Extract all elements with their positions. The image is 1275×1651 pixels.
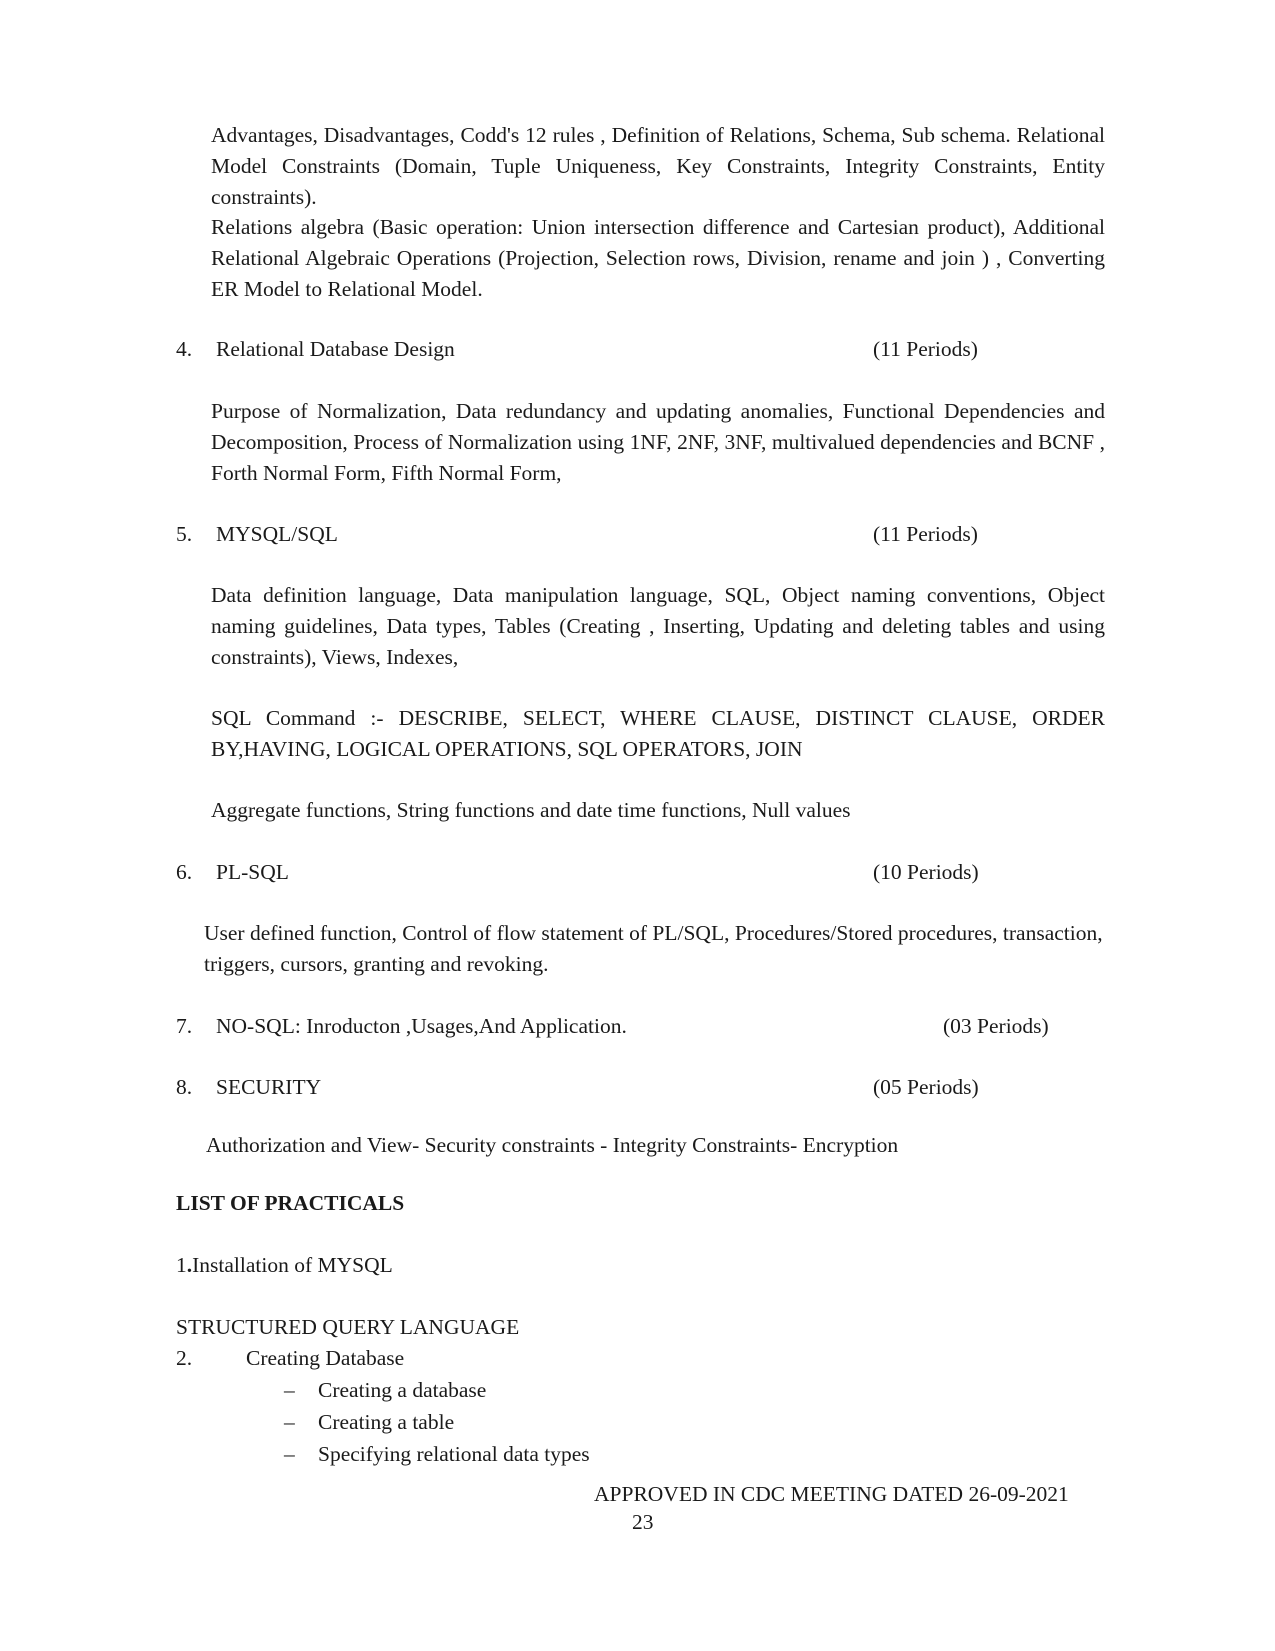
unit6-number: 6. <box>176 860 193 884</box>
practical-item-1-number: 1 <box>176 1253 187 1277</box>
unit5-title: MYSQL/SQL <box>216 522 338 546</box>
unit7-periods: (03 Periods) <box>943 1014 1049 1038</box>
list-item <box>284 1439 684 1470</box>
unit5-number: 5. <box>176 522 193 546</box>
unit5-heading <box>176 519 1076 550</box>
unit3-paragraph-2: Relations algebra (Basic operation: Union intersection difference and Cartesian product), Additional Relational Algebraic Operations (Projection, Selection rows, Division, rename and join ) , Converting ER Model to Relational Model. <box>211 215 1105 301</box>
unit5-paragraph-1: Data definition language, Data manipulation language, SQL, Object naming conventions, Object naming guidelines, Data types, Tables (Creating , Inserting, Updating and deleting tables and using constraints), Views, Indexes, <box>211 583 1105 669</box>
unit5-paragraph-2: SQL Command :- DESCRIBE, SELECT, WHERE CLAUSE, DISTINCT CLAUSE, ORDER BY,HAVING, LOGICAL OPERATIONS, SQL OPERATORS, JOIN <box>211 706 1105 761</box>
unit8-heading <box>176 1072 1076 1103</box>
practical-item-2-number: 2. <box>176 1346 193 1370</box>
list-item-text: Creating a table <box>318 1410 455 1434</box>
unit5-periods: (11 Periods) <box>873 522 978 546</box>
unit5-paragraph-3: Aggregate functions, String functions and date time functions, Null values <box>211 798 851 822</box>
page-number: 23 <box>632 1510 654 1534</box>
unit7-heading <box>176 1011 1076 1042</box>
unit3-paragraph-1: Advantages, Disadvantages, Codd's 12 rules , Definition of Relations, Schema, Sub schema. Relational Model Constraints (Domain, Tuple Uniqueness, Key Constraints, Integrity Constraints, Entity constraints). <box>211 123 1105 209</box>
practicals-heading: LIST OF PRACTICALS <box>176 1191 405 1215</box>
sql-section-heading: STRUCTURED QUERY LANGUAGE <box>176 1315 520 1339</box>
dash-bullet: – <box>284 1442 295 1466</box>
unit7-title: NO-SQL: Inroducton ,Usages,And Application. <box>216 1014 627 1038</box>
practical-item-1 <box>176 1250 393 1281</box>
list-item-text: Specifying relational data types <box>318 1442 590 1466</box>
unit8-number: 8. <box>176 1075 193 1099</box>
list-item <box>284 1407 684 1438</box>
dash-bullet: – <box>284 1410 295 1434</box>
unit6-heading <box>176 857 1076 888</box>
unit4-number: 4. <box>176 337 193 361</box>
unit4-heading <box>176 334 1076 365</box>
list-item <box>284 1375 684 1406</box>
unit6-paragraph-1: User defined function, Control of flow statement of PL/SQL, Procedures/Stored procedures, transaction, triggers, cursors, granting and revoking. <box>204 921 1103 976</box>
approval-footer: APPROVED IN CDC MEETING DATED 26-09-2021 <box>594 1482 1069 1506</box>
unit8-title: SECURITY <box>216 1075 322 1099</box>
list-item-text: Creating a database <box>318 1378 487 1402</box>
unit4-periods: (11 Periods) <box>873 337 978 361</box>
practical-item-2-text: Creating Database <box>246 1346 405 1370</box>
unit4-paragraph-1: Purpose of Normalization, Data redundancy and updating anomalies, Functional Dependencies and Decomposition, Process of Normalization using 1NF, 2NF, 3NF, multivalued dependencies and BCNF , Forth Normal Form, Fifth Normal Form, <box>211 399 1105 485</box>
unit6-title: PL-SQL <box>216 860 289 884</box>
practical-item-1-text: Installation of MYSQL <box>192 1253 393 1277</box>
unit7-number: 7. <box>176 1014 193 1038</box>
dash-bullet: – <box>284 1378 295 1402</box>
unit8-paragraph-1: Authorization and View- Security constraints - Integrity Constraints- Encryption <box>206 1133 899 1157</box>
practical-item-2 <box>176 1343 576 1374</box>
practical-item-1-dot: . <box>186 1253 193 1277</box>
unit6-periods: (10 Periods) <box>873 860 979 884</box>
unit4-title: Relational Database Design <box>216 337 455 361</box>
unit8-periods: (05 Periods) <box>873 1075 979 1099</box>
